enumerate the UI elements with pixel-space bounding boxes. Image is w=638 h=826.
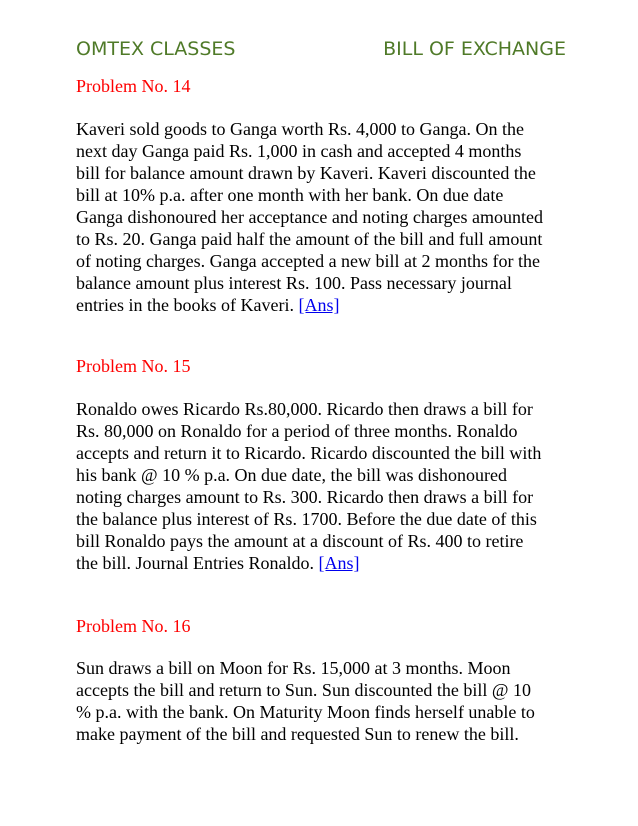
- problem-15-title: Problem No. 15: [76, 356, 191, 376]
- problem-15-line: the balance plus interest of Rs. 1700. Before the due date of this: [76, 509, 537, 529]
- problem-15-line: bill Ronaldo pays the amount at a discount of Rs. 400 to retire: [76, 531, 524, 551]
- problem-14-line: entries in the books of Kaveri.: [76, 295, 299, 315]
- problem-15-line: the bill. Journal Entries Ronaldo.: [76, 553, 319, 573]
- problem-14-line: Kaveri sold goods to Ganga worth Rs. 4,000 to Ganga. On the: [76, 119, 524, 139]
- problem-14-line: bill for balance amount drawn by Kaveri. Kaveri discounted the: [76, 163, 536, 183]
- problem-14-line: bill at 10% p.a. after one month with her bank. On due date: [76, 185, 504, 205]
- problem-14-line: Ganga dishonoured her acceptance and noting charges amounted: [76, 207, 543, 227]
- problem-14-line: of noting charges. Ganga accepted a new bill at 2 months for the: [76, 251, 541, 271]
- problem-14-line: to Rs. 20. Ganga paid half the amount of the bill and full amount: [76, 229, 543, 249]
- header-brand: OMTEX CLASSES: [76, 38, 236, 60]
- problem-16-title: Problem No. 16: [76, 616, 191, 636]
- problem-15-line: Rs. 80,000 on Ronaldo for a period of three months. Ronaldo: [76, 421, 518, 441]
- problem-14-answer-link[interactable]: [Ans]: [298, 295, 340, 315]
- problem-15-line: noting charges amount to Rs. 300. Ricardo then draws a bill for: [76, 487, 534, 507]
- problem-16-line: % p.a. with the bank. On Maturity Moon finds herself unable to: [76, 702, 535, 722]
- problem-16-line: make payment of the bill and requested Sun to renew the bill.: [76, 724, 519, 744]
- page-header: [76, 38, 566, 70]
- problem-15-answer-link[interactable]: [Ans]: [318, 553, 360, 573]
- problem-14-title: Problem No. 14: [76, 76, 191, 96]
- header-subject: BILL OF EXCHANGE: [383, 38, 566, 60]
- problem-16-line: Sun draws a bill on Moon for Rs. 15,000 at 3 months. Moon: [76, 658, 511, 678]
- problem-15-line: his bank @ 10 % p.a. On due date, the bill was dishonoured: [76, 465, 507, 485]
- problem-14-last-line: [76, 294, 576, 316]
- problem-14-line: next day Ganga paid Rs. 1,000 in cash and accepted 4 months: [76, 141, 522, 161]
- problem-16-line: accepts the bill and return to Sun. Sun discounted the bill @ 10: [76, 680, 532, 700]
- problem-15-line: accepts and return it to Ricardo. Ricardo discounted the bill with: [76, 443, 542, 463]
- problem-15-last-line: [76, 552, 576, 574]
- problem-14-line: balance amount plus interest Rs. 100. Pass necessary journal: [76, 273, 512, 293]
- problem-14-body: [76, 118, 576, 316]
- problem-15-line: Ronaldo owes Ricardo Rs.80,000. Ricardo then draws a bill for: [76, 399, 533, 419]
- problem-16-body: [76, 657, 576, 745]
- problem-15-body: [76, 398, 576, 574]
